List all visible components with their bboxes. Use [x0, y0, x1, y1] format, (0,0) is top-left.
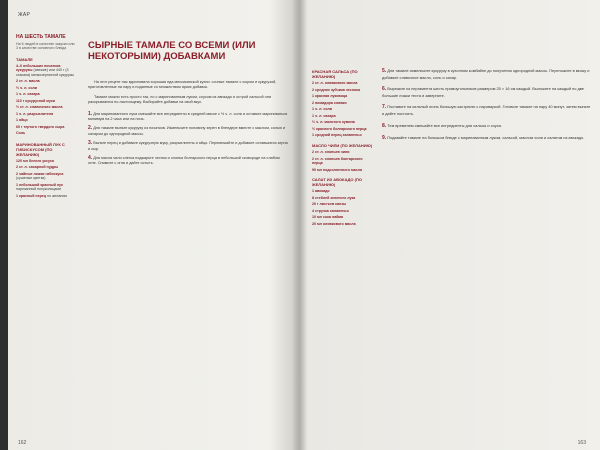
ingredient-item: [16, 165, 76, 170]
condiment-ingredient: [312, 94, 374, 99]
condiment-ingredient: [312, 81, 374, 86]
condiment-ingredient: [312, 222, 374, 227]
condiment-ingredient: [312, 133, 374, 138]
ingredient-item: [16, 105, 76, 110]
recipe-step: [382, 68, 592, 80]
right-page: [304, 0, 600, 450]
ingredients-sidebar: [16, 34, 76, 200]
condiment-ingredient: [312, 157, 374, 166]
step-number: 5.: [382, 68, 387, 74]
condiment-ingredient: [312, 209, 374, 214]
condiment-ingredient: [312, 120, 374, 125]
ingredient-qty: 20 мл оливкового масла: [312, 221, 356, 226]
section-label: ЖАР: [18, 12, 31, 18]
recipe-steps-left: [88, 112, 288, 167]
ingredient-item: [16, 79, 76, 84]
ingredient-item: [16, 194, 76, 199]
ingredient-qty: ½ ч. л. молотого кумина: [312, 120, 355, 124]
ingredient-item: [16, 159, 76, 164]
ingredient-item: [16, 64, 76, 78]
ingredient-item: [16, 172, 76, 181]
ingredient-qty: 2 помидора сливки: [312, 100, 347, 105]
step-number: 2.: [88, 125, 93, 132]
condiment-ingredient: [312, 202, 374, 207]
ingredient-qty: ½ красного болгарского перца: [312, 126, 367, 131]
ingredient-qty: 2 ст. л. хлопьев чили: [312, 150, 350, 154]
condiment-heading: КРАСНАЯ САЛЬСА (ПО ЖЕЛАНИЮ): [312, 69, 358, 79]
page-number-right: 163: [577, 440, 586, 446]
step-number: 9.: [382, 135, 387, 142]
ingredient-qty: 1 небольшой красный лук: [16, 182, 63, 187]
condiment-ingredient: [312, 88, 374, 93]
condiment-ingredient: [312, 215, 374, 220]
ingredient-qty: 1 яйцо: [16, 118, 28, 123]
recipe-step: [88, 126, 288, 137]
recipe-step: [382, 104, 592, 116]
ingredient-qty: 2 ст. л. хлопьев болгарского перца: [312, 156, 363, 165]
left-page: [0, 0, 296, 450]
recipe-body: [88, 80, 288, 171]
condiment-ingredient: [312, 196, 374, 201]
ingredient-qty: 1 красная луковица: [312, 94, 348, 98]
ingredient-item: [16, 86, 76, 91]
ingredient-item: [16, 112, 76, 117]
ingredient-qty: 2 ст. л. масла: [16, 79, 40, 84]
ingredient-qty: 4 стручка халапеньо: [312, 208, 349, 213]
ingredient-qty: 2 средних зубчика чеснока: [312, 87, 360, 92]
ingredient-qty: 10 мл сока лайма: [312, 215, 344, 219]
ingredient-qty: Соль: [16, 131, 26, 136]
ingredient-qty: 2 чайные ложки гибискуса: [16, 171, 64, 176]
step-number: 7.: [382, 104, 387, 111]
ingredient-qty: 1 средний перец халапеньо: [312, 133, 362, 137]
recipe-step: [88, 156, 288, 167]
condiment-ingredient: [312, 189, 374, 194]
step-text: Для тамале выньте кукурузу из початков. Измельчите половину зерен в блендере вместе с маслом, солью и сахаром до однородной массы.: [88, 126, 286, 136]
ingredient-item: [16, 118, 76, 123]
recipe-title: СЫРНЫЕ ТАМАЛЕ СО ВСЕМИ (ИЛИ НЕКОТОРЫМИ) ДОБАВКАМИ: [88, 40, 256, 62]
recipe-step: [382, 135, 592, 142]
condiment-heading: МАСЛО ЧИЛИ (ПО ЖЕЛАНИЮ): [312, 142, 373, 148]
condiment-ingredient: [312, 168, 374, 173]
step-number: 3.: [88, 140, 93, 147]
ingredient-item: [16, 92, 76, 97]
step-number: 1.: [88, 110, 93, 117]
pickle-ingredient-list: [16, 159, 76, 199]
ingredient-qty: 1 красный перец: [16, 193, 47, 198]
ingredient-qty: 110 г кукурузной муки: [16, 98, 55, 103]
condiment-ingredient: [312, 150, 374, 155]
step-text: Подавайте тамале на большом блюде с маринованным луком, сальсой, маслом чили и салатом из авокадо.: [387, 135, 585, 141]
ingredient-note: (свежие) или 440 г (3 стакана) мелкозернистой кукурузы: [16, 68, 75, 77]
intro-paragraph: Тамале можно есть просто так, но с маринованным луком, соусом из авокадо и острой сальсой они раскрываются по-настоящему. Выбирайте добавки на свой вкус.: [88, 94, 271, 105]
serving-title: НА ШЕСТЬ ТАМАЛЕ: [16, 34, 66, 40]
ingredient-qty: ½ ч. л. соли: [16, 85, 37, 90]
page-number-left: 162: [18, 440, 27, 446]
ingredient-item: [16, 125, 76, 130]
ingredient-note: по желанию: [47, 193, 68, 198]
intro-paragraph: На этот рецепт нас вдохновила хорошая еда мексиканской кухни: сочные тамале с сыром и кукурузой, приготовленные на пару и поданные со множеством ярких добавок.: [88, 80, 277, 90]
step-text: Для тамале измельчите кукурузу в кухонном комбайне до получения однородной массы. Переложите в миску и добавьте сливочное масло, соль и сахар.: [382, 68, 590, 80]
step-text: Выньте перец и добавьте кукурузную муку, разрыхлитель и яйцо. Перемешайте и добавьте оставшиеся зерна и сыр.: [88, 141, 288, 151]
condiment-ingredient: [312, 101, 374, 106]
condiment-ingredient: [312, 107, 374, 112]
ingredient-qty: 120 мл белого уксуса: [16, 158, 54, 163]
ingredient-qty: 1 авокадо: [312, 189, 330, 193]
step-text: Для масла чили слегка поджарьте чеснок и хлопья болгарского перца в небольшой сковороде на слабом огне. Снимите с огня и дайте остыть.: [88, 156, 280, 166]
pickle-heading: МАРИНОВАННЫЙ ЛУК С ГИБИСКУСОМ (ПО ЖЕЛАНИЮ): [16, 141, 65, 157]
condiment-ingredient: [312, 127, 374, 132]
recipe-step: [88, 141, 288, 152]
step-text: Для маринованного лука смешайте все ингредиенты в средней миске с ½ ч. л. соли и оставьте мариноваться минимум на 2 часа или на ночь.: [88, 111, 288, 122]
ingredient-note: нарезанный полукольцами: [16, 187, 61, 192]
step-text: Вырежьте из пергамента шесть прямоугольников размером 25 × 16 см каждый. Выложите на каждый по две большие ложки теста и заверните.: [382, 86, 584, 98]
ingredient-qty: ½ ст. л. сливочного масла: [16, 105, 63, 110]
ingredient-note: (сушеные цветки): [16, 176, 46, 181]
ingredient-qty: 2 ст. л. оливкового масла: [312, 81, 358, 85]
ingredient-qty: 2 ст. л. сахарной пудры: [16, 165, 59, 170]
condiment-heading: САЛАТ ИЗ АВОКАДО (ПО ЖЕЛАНИЮ): [312, 177, 362, 187]
condiments-ingredients: [312, 70, 374, 228]
ingredient-item: [16, 183, 76, 192]
recipe-step: [382, 123, 592, 130]
ingredient-qty: 20 г листьев кинзы: [312, 202, 347, 206]
step-number: 4.: [88, 155, 93, 162]
tamale-ingredient-list: [16, 64, 76, 136]
ingredient-qty: 60 г тертого твердого сыра: [16, 124, 65, 129]
ingredient-qty: 4–6 небольших початков кукурузы: [16, 63, 61, 73]
step-text: Поставьте на сильный огонь большую кастрюлю с пароваркой. Готовьте тамале на пару 40 минут, затем выньте и дайте постоять.: [382, 104, 591, 116]
ingredient-qty: 1 ч. л. соли: [312, 107, 332, 111]
step-number: 8.: [382, 122, 387, 129]
tamale-heading: ТАМАЛЕ: [16, 56, 33, 62]
step-text: Тем временем смешайте все ингредиенты для сальсы и соуса.: [387, 122, 502, 128]
ingredient-qty: 8 стеблей зеленого лука: [312, 195, 356, 200]
ingredient-qty: 1 ч. л. сахара: [16, 92, 40, 97]
step-number: 6.: [382, 86, 387, 93]
recipe-intro: [88, 80, 288, 106]
ingredient-qty: 90 мл подсолнечного масла: [312, 167, 362, 172]
condiment-ingredient: [312, 114, 374, 119]
serving-subtitle: На 6 людей в качестве закуски или 3 в качестве основного блюда: [16, 42, 75, 51]
recipe-step: [382, 86, 592, 98]
ingredient-qty: 1 ч. л. разрыхлителя: [16, 111, 54, 116]
recipe-steps-right: [382, 68, 592, 148]
ingredient-qty: 1 ч. л. сахара: [312, 113, 336, 118]
ingredient-item: [16, 99, 76, 104]
ingredient-item: [16, 131, 76, 136]
recipe-step: [88, 112, 288, 123]
